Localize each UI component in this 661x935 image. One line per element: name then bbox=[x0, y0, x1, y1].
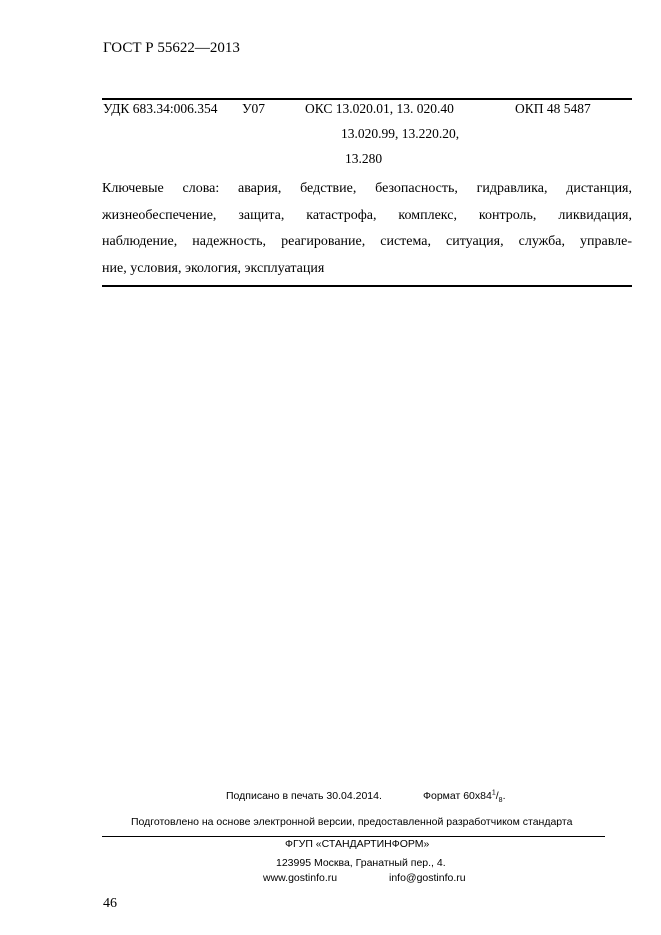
signed-to-print: Подписано в печать 30.04.2014. bbox=[226, 790, 382, 802]
top-rule bbox=[102, 98, 632, 100]
oks-codes-line-1: ОКС 13.020.01, 13. 020.40 bbox=[305, 101, 454, 116]
bottom-rule bbox=[102, 285, 632, 287]
u-code: У07 bbox=[242, 101, 266, 116]
oks-codes-line-2: 13.020.99, 13.220.20, bbox=[341, 126, 460, 141]
okp-code: ОКП 48 5487 bbox=[515, 101, 591, 116]
format-numerator: 1 bbox=[491, 789, 496, 797]
keywords-line: наблюдение, надежность, реагирование, система, ситуация, служба, управле- bbox=[102, 234, 632, 249]
footer-rule bbox=[102, 836, 605, 837]
keywords-line: Ключевые слова: авария, бедствие, безопасность, гидравлика, дистанция, bbox=[102, 181, 632, 196]
publisher-name: ФГУП «СТАНДАРТИНФОРМ» bbox=[285, 838, 430, 850]
udk-code: УДК 683.34:006.354 bbox=[103, 101, 218, 116]
page-number: 46 bbox=[103, 896, 117, 911]
publisher-address: 123995 Москва, Гранатный пер., 4. bbox=[276, 857, 446, 869]
format-suffix: . bbox=[502, 790, 506, 802]
email-link[interactable]: info@gostinfo.ru bbox=[389, 872, 466, 884]
format-denominator: 8 bbox=[498, 797, 503, 805]
oks-codes-line-3: 13.280 bbox=[345, 151, 383, 166]
document-code: ГОСТ Р 55622—2013 bbox=[103, 40, 240, 56]
print-format: Формат $60x84^1/_8$. bbox=[423, 789, 506, 805]
format-prefix: Формат 60x84 bbox=[423, 790, 492, 802]
website-link[interactable]: www.gostinfo.ru bbox=[263, 872, 338, 884]
keywords-line: жизнеобеспечение, защита, катастрофа, комплекс, контроль, ликвидация, bbox=[102, 207, 632, 223]
keywords-line: ние, условия, экология, эксплуатация bbox=[102, 260, 325, 276]
keywords-paragraph bbox=[102, 176, 632, 282]
prepared-note: Подготовлено на основе электронной версии, предоставленной разработчиком стандарта bbox=[131, 816, 573, 828]
